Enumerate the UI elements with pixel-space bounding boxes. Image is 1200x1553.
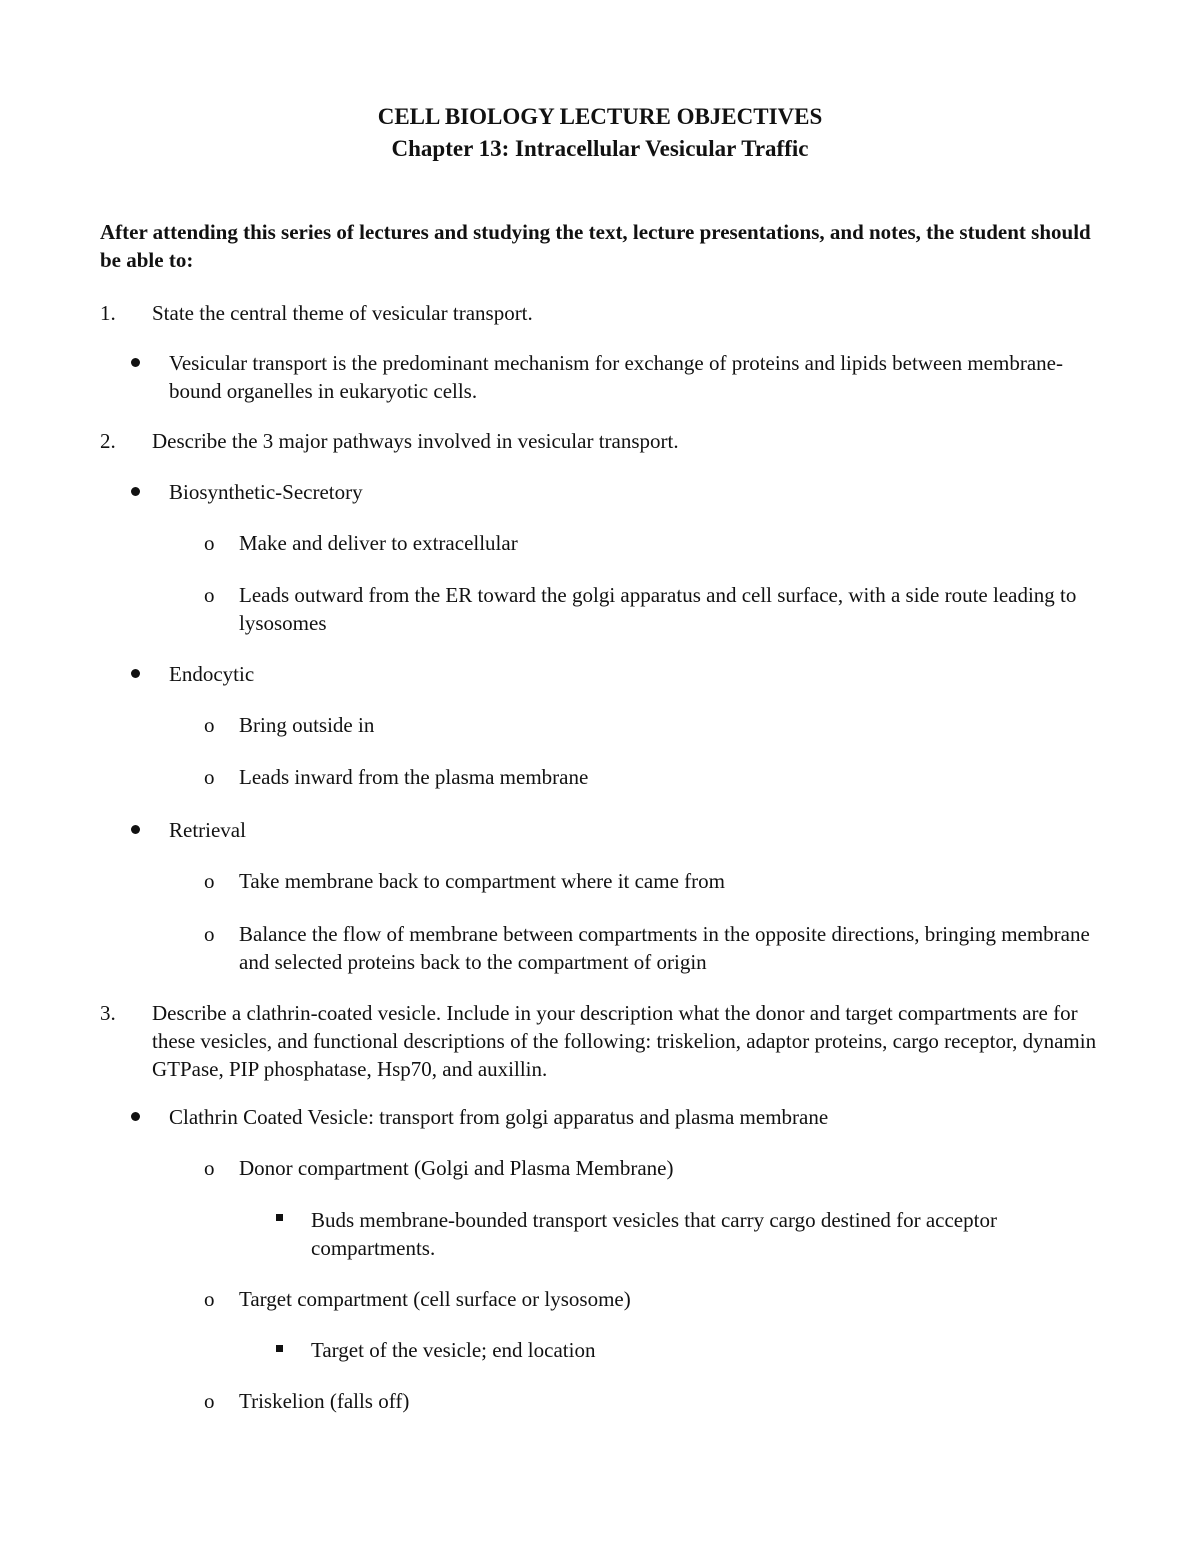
bullet-item: Clathrin Coated Vesicle: transport from golgi apparatus and plasma membrane: [169, 1105, 829, 1129]
bullet-icon: [131, 1112, 140, 1121]
sub-bullet-item: Balance the flow of membrane between compartments in the opposite directions, bringing membrane and selected proteins back to the compartment of origin: [239, 922, 1090, 974]
sub-bullet-item: Make and deliver to extracellular: [239, 531, 518, 555]
square-bullet-icon: [276, 1345, 283, 1352]
list-number-3: 3.: [100, 1001, 116, 1025]
list-number-1: 1.: [100, 301, 116, 325]
bullet-icon: [131, 669, 140, 678]
sub-bullet-item: Target compartment (cell surface or lysosome): [239, 1287, 631, 1311]
sub-bullet-item: Leads outward from the ER toward the golgi apparatus and cell surface, with a side route leading to lysosomes: [239, 583, 1077, 635]
bullet-item: Biosynthetic-Secretory: [169, 480, 363, 504]
chapter-subtitle: Chapter 13: Intracellular Vesicular Traffic: [391, 136, 809, 161]
bullet-icon: [131, 487, 140, 496]
sub-bullet-item: Triskelion (falls off): [239, 1389, 410, 1413]
circle-bullet-icon: o: [204, 922, 215, 946]
document-title: CELL BIOLOGY LECTURE OBJECTIVES: [377, 104, 823, 129]
objective-3: Describe a clathrin-coated vesicle. Include in your description what the donor and target compartments are for these vesicles, and functional descriptions of the following: triskelion, adaptor proteins, cargo receptor, dynamin GTPase, PIP phosphatase, Hsp70, and auxillin.: [152, 1001, 1097, 1081]
circle-bullet-icon: o: [204, 583, 215, 607]
intro-paragraph: After attending this series of lectures and studying the text, lecture presentations, and notes, the student should be able to:: [100, 220, 1091, 272]
bullet-icon: [131, 825, 140, 834]
bullet-item: Endocytic: [169, 662, 255, 686]
sub-bullet-item: Bring outside in: [239, 713, 375, 737]
sub-sub-bullet-item: Buds membrane-bounded transport vesicles that carry cargo destined for acceptor compartments.: [311, 1208, 997, 1260]
circle-bullet-icon: o: [204, 713, 215, 737]
objective-1: State the central theme of vesicular transport.: [152, 301, 533, 325]
sub-bullet-item: Donor compartment (Golgi and Plasma Membrane): [239, 1156, 674, 1180]
sub-bullet-item: Take membrane back to compartment where it came from: [239, 869, 725, 893]
circle-bullet-icon: o: [204, 1287, 215, 1311]
circle-bullet-icon: o: [204, 765, 215, 789]
circle-bullet-icon: o: [204, 531, 215, 555]
circle-bullet-icon: o: [204, 869, 215, 893]
bullet-item: Vesicular transport is the predominant mechanism for exchange of proteins and lipids between membrane-bound organelles in eukaryotic cells.: [169, 351, 1063, 403]
circle-bullet-icon: o: [204, 1156, 215, 1180]
circle-bullet-icon: o: [204, 1389, 215, 1413]
sub-bullet-item: Leads inward from the plasma membrane: [239, 765, 589, 789]
bullet-item: Retrieval: [169, 818, 246, 842]
list-number-2: 2.: [100, 429, 116, 453]
sub-sub-bullet-item: Target of the vesicle; end location: [311, 1338, 596, 1362]
objective-2: Describe the 3 major pathways involved in vesicular transport.: [152, 429, 679, 453]
square-bullet-icon: [276, 1214, 283, 1221]
bullet-icon: [131, 358, 140, 367]
